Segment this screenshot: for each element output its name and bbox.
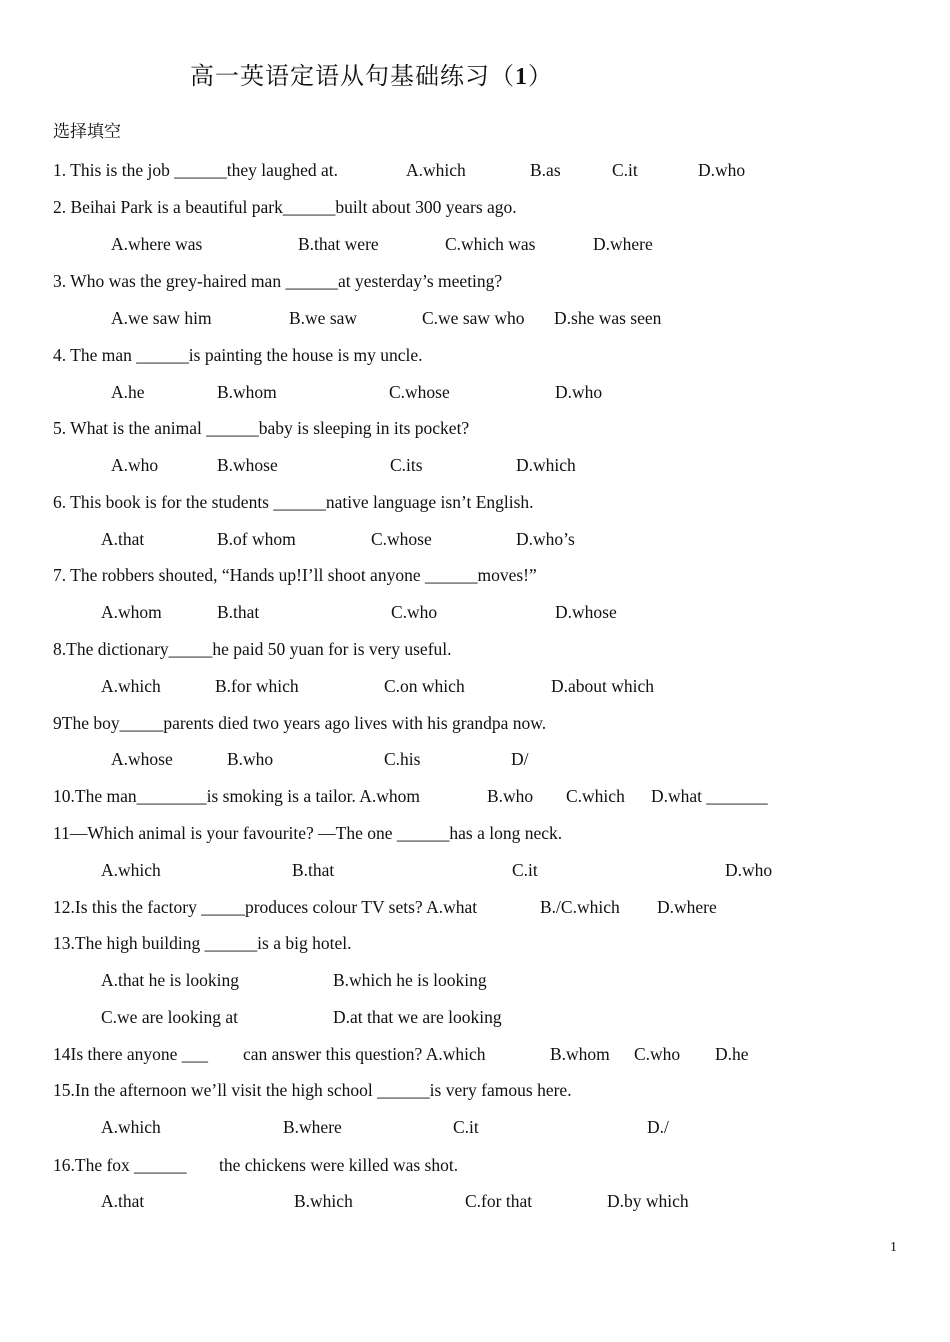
question-14-stem-rest: can answer this question? A.which: [243, 1044, 486, 1064]
question-5-option-a: A.who: [111, 455, 159, 475]
question-7-option-c: C.who: [391, 602, 438, 622]
question-2-stem: 2. Beihai Park is a beautiful park______built about 300 years ago.: [53, 197, 517, 217]
question-2-option-c: C.which was: [445, 234, 536, 254]
question-12-option-bc: B./C.which: [540, 897, 620, 917]
question-10-stem: 10.The man________is smoking is a tailor. A.whom: [53, 786, 420, 806]
question-8-option-c: C.on which: [384, 676, 465, 696]
question-1-stem: 1. This is the job ______they laughed at.: [53, 160, 338, 180]
question-6-stem: 6. This book is for the students ______native language isn’t English.: [53, 492, 534, 512]
question-4-option-c: C.whose: [389, 382, 450, 402]
question-16-option-b: B.which: [294, 1191, 353, 1211]
question-13-option-a: A.that he is looking: [101, 970, 240, 990]
question-4-option-a: A.he: [111, 382, 145, 402]
question-6-option-c: C.whose: [371, 529, 432, 549]
question-13-option-c: C.we are looking at: [101, 1007, 239, 1027]
question-16-stem-rest: the chickens were killed was shot.: [219, 1155, 459, 1175]
question-4-option-d: D.who: [555, 382, 603, 402]
question-11-stem: 11—Which animal is your favourite? —The one ______has a long neck.: [53, 823, 563, 843]
question-7-stem: 7. The robbers shouted, “Hands up!I’ll shoot anyone ______moves!”: [53, 565, 537, 585]
question-15-option-b: B.where: [283, 1117, 342, 1137]
question-16-option-a: A.that: [101, 1191, 145, 1211]
question-9-option-c: C.his: [384, 749, 421, 769]
question-1-option-c: C.it: [612, 160, 638, 180]
question-1-option-b: B.as: [530, 160, 561, 180]
question-11-option-b: B.that: [292, 860, 335, 880]
question-14-option-d: D.he: [715, 1044, 749, 1064]
question-8-option-a: A.which: [101, 676, 161, 696]
question-5-option-d: D.which: [516, 455, 576, 475]
question-9-option-d: D/: [511, 749, 529, 769]
question-5-stem: 5. What is the animal ______baby is sleeping in its pocket?: [53, 418, 470, 438]
question-2-option-a: A.where was: [111, 234, 203, 254]
question-6-option-d: D.who’s: [516, 529, 575, 549]
question-11-option-d: D.who: [725, 860, 773, 880]
question-12-option-d: D.where: [657, 897, 717, 917]
question-16-stem: 16.The fox ______: [53, 1155, 187, 1175]
question-4-stem: 4. The man ______is painting the house is my uncle.: [53, 345, 423, 365]
question-7-option-b: B.that: [217, 602, 260, 622]
question-15-option-d: D./: [647, 1117, 669, 1137]
question-9-option-a: A.whose: [111, 749, 173, 769]
question-7-option-a: A.whom: [101, 602, 162, 622]
question-1-option-a: A.which: [406, 160, 466, 180]
question-12-stem: 12.Is this the factory _____produces colour TV sets? A.what: [53, 897, 478, 917]
question-16-option-c: C.for that: [465, 1191, 533, 1211]
question-5-option-b: B.whose: [217, 455, 278, 475]
question-14-option-b: B.whom: [550, 1044, 610, 1064]
question-4-option-b: B.whom: [217, 382, 277, 402]
page-title: 高一英语定语从句基础练习（1）: [190, 62, 553, 90]
question-6-option-a: A.that: [101, 529, 145, 549]
question-3-option-b: B.we saw: [289, 308, 358, 328]
question-3-stem: 3. Who was the grey-haired man ______at yesterday’s meeting?: [53, 271, 503, 291]
question-11-option-a: A.which: [101, 860, 161, 880]
question-13-option-d: D.at that we are looking: [333, 1007, 502, 1027]
question-11-option-c: C.it: [512, 860, 538, 880]
question-10-option-d: D.what _______: [651, 786, 768, 806]
question-14-stem: 14Is there anyone ___: [53, 1044, 209, 1064]
question-8-option-b: B.for which: [215, 676, 299, 696]
question-13-stem: 13.The high building ______is a big hotel.: [53, 933, 352, 953]
question-10-option-c: C.which: [566, 786, 625, 806]
question-8-option-d: D.about which: [551, 676, 655, 696]
question-5-option-c: C.its: [390, 455, 423, 475]
question-10-option-b: B.who: [487, 786, 534, 806]
question-7-option-d: D.whose: [555, 602, 617, 622]
question-3-option-a: A.we saw him: [111, 308, 212, 328]
question-15-stem: 15.In the afternoon we’ll visit the high school ______is very famous here.: [53, 1080, 572, 1100]
question-3-option-c: C.we saw who: [422, 308, 525, 328]
question-8-stem: 8.The dictionary_____he paid 50 yuan for is very useful.: [53, 639, 452, 659]
question-2-option-b: B.that were: [298, 234, 379, 254]
question-14-option-c: C.who: [634, 1044, 681, 1064]
question-1-option-d: D.who: [698, 160, 746, 180]
question-9-option-b: B.who: [227, 749, 274, 769]
question-3-option-d: D.she was seen: [554, 308, 662, 328]
question-9-stem: 9The boy_____parents died two years ago lives with his grandpa now.: [53, 713, 547, 733]
question-13-option-b: B.which he is looking: [333, 970, 487, 990]
question-16-option-d: D.by which: [607, 1191, 689, 1211]
question-6-option-b: B.of whom: [217, 529, 296, 549]
section-heading: 选择填空: [53, 122, 121, 142]
question-15-option-c: C.it: [453, 1117, 479, 1137]
question-15-option-a: A.which: [101, 1117, 161, 1137]
question-2-option-d: D.where: [593, 234, 653, 254]
page-number: 1: [890, 1240, 897, 1255]
